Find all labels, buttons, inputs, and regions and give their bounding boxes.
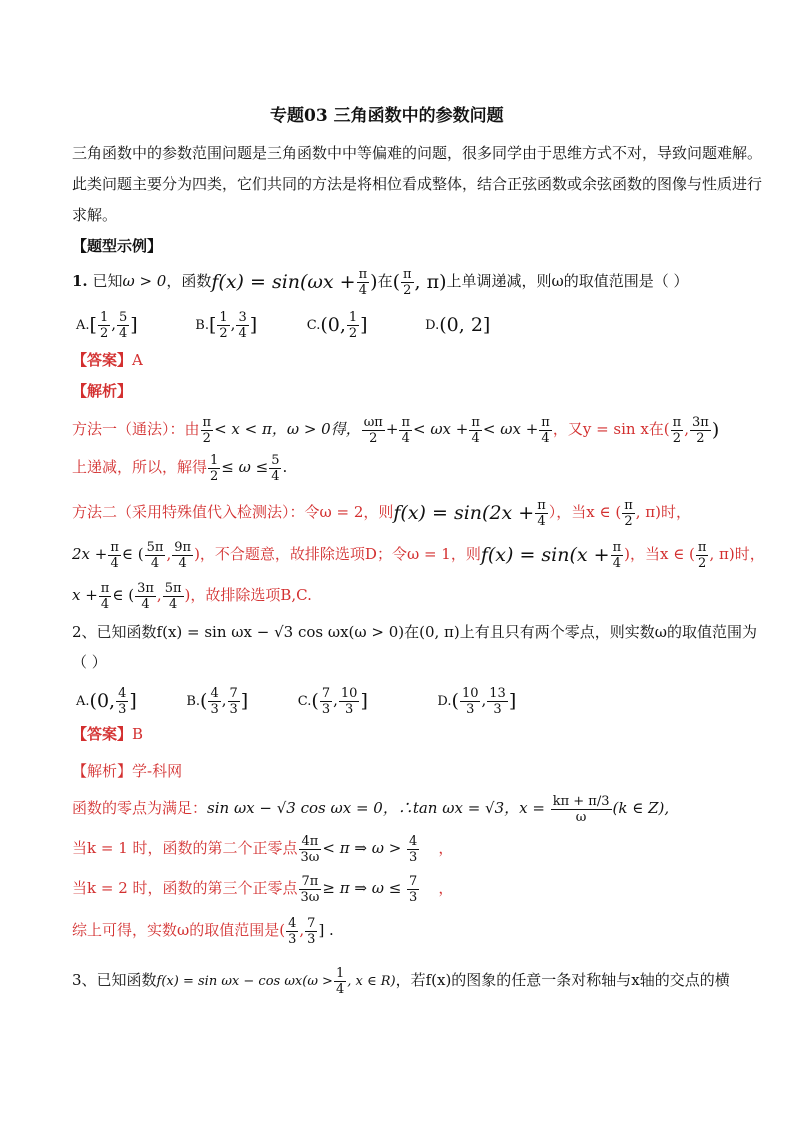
q1-option-c[interactable]: C.(0, $\frac{1}{2}$ ] — [306, 309, 368, 341]
page-title: 专题03 三角函数中的参数问题 — [270, 106, 504, 126]
q2-answer: 【答案】B — [72, 725, 144, 743]
intro-line-1: 三角函数中的参数范围问题是三角函数中中等偏难的问题，很多同学由于思维方式不对，导致问题难解。 — [72, 144, 763, 162]
q2-options — [76, 683, 516, 717]
q1-options — [76, 307, 490, 341]
q1-number: 1. — [72, 272, 88, 290]
q2-option-b[interactable]: B.( $\frac{4}{3}$ , $\frac{7}{3}$ ] — [186, 685, 249, 717]
q2-option-a[interactable]: A.(0, $\frac{4}{3}$ ] — [76, 685, 137, 717]
q2-solution-line1: 函数的零点为满足：sin ωx − √3 cos ωx = 0，∴tan ωx = √3，x = $\frac{k\pi + \pi/3}{\omega}$ (k ∈ Z), — [72, 793, 670, 825]
q1-answer: 【答案】A — [72, 351, 143, 369]
q1-option-b[interactable]: B.[ $\frac{1}{2}$ , $\frac{3}{4}$ ] — [195, 309, 258, 341]
section-heading: 【题型示例】 — [72, 237, 163, 255]
q1-frac-pi-2: $\frac{\pi}{2}$ — [403, 266, 412, 298]
q2-stem-line2: （ ） — [72, 653, 107, 671]
q1-option-a[interactable]: A.[ $\frac{1}{2}$ , $\frac{5}{4}$ ] — [76, 309, 138, 341]
q1-interval-tail: , π) — [414, 271, 447, 293]
q1-method2-line3: x + $\frac{\pi}{4}$ ∈ ( $\frac{3\pi}{4}$ , $\frac{5\pi}{4}$ )，故排除选项B,C. — [72, 580, 312, 612]
intro-line-3: 求解。 — [72, 206, 118, 224]
q1-func-pre: ，函数 — [166, 272, 212, 290]
q2-solution-line3: 当k = 2 时，函数的第三个正零点 $\frac{7\pi}{3\omega}$ ≥ π ⇒ ω ≤ $\frac{7}{3}$ ， — [72, 873, 454, 905]
q1-method2-line1: 方法二（采用特殊值代入检测法）：令ω = 2，则f(x) = sin(2x + $\frac{\pi}{4}$ ），当x ∈ ( $\frac{\pi}{2}$ , π)时， — [72, 497, 691, 529]
q2-option-d[interactable]: D.( $\frac{10}{3}$ , $\frac{13}{3}$ ] — [437, 685, 517, 717]
q1-stem-post: 上单调递减，则ω的取值范围是（ ） — [446, 272, 689, 290]
q1-analysis-label: 【解析】 — [72, 382, 133, 400]
q1-stem-pre: 已知 — [92, 272, 123, 290]
q1-method1-line2: 上递减，所以，解得 $\frac{1}{2}$ ≤ ω ≤ $\frac{5}{4}$ . — [72, 452, 288, 484]
intro-line-2: 此类问题主要分为四类，它们共同的方法是将相位看成整体，结合正弦函数或余弦函数的图像与性质进行 — [72, 175, 763, 193]
q1-method1-line1: 方法一（通法）：由 $\frac{\pi}{2}$ < x < π，ω > 0得， $\frac{\omega\pi}{2}$ + $\frac{\pi}{4}$ < ωx + $\frac{\pi}{4}$ < ωx + $\frac{\pi}{4}$ ，又y = sin x在( $\frac{\pi}{2}$ , $\frac{3\pi}{2}$ ) — [72, 414, 720, 446]
q1-function: f(x) = sin(ωx + — [211, 271, 356, 293]
q1-stem: 1. 已知ω > 0，函数f(x) = sin(ωx + $\frac{\pi}{4}$ )在( $\frac{\pi}{2}$ , π)上单调递减，则ω的取值范围是（ ） — [72, 266, 689, 298]
q2-option-c[interactable]: C.( $\frac{7}{3}$ , $\frac{10}{3}$ ] — [297, 685, 368, 717]
q1-method2-line2: 2x + $\frac{\pi}{4}$ ∈ ( $\frac{5\pi}{4}$ , $\frac{9\pi}{4}$ )，不合题意，故排除选项D；令ω = 1，则f(x) = sin(x + $\frac{\pi}{4}$ )，当x ∈ ( $\frac{\pi}{2}$ , π)时， — [72, 539, 765, 571]
q1-on: 在 — [377, 272, 393, 290]
q1-condition: ω > 0 — [122, 272, 167, 290]
q2-analysis-label: 【解析】学-科网 — [72, 762, 183, 780]
q2-stem-line1: 2、已知函数f(x) = sin ωx − √3 cos ωx(ω > 0)在(0, π)上有且只有两个零点，则实数ω的取值范围为 — [72, 623, 758, 641]
q2-solution-line2: 当k = 1 时，函数的第二个正零点 $\frac{4\pi}{3\omega}$ < π ⇒ ω > $\frac{4}{3}$ ， — [72, 833, 454, 865]
q1-option-d[interactable]: D.(0, 2] — [425, 314, 491, 336]
q1-frac-pi-4: $\frac{\pi}{4}$ — [358, 266, 368, 298]
q2-solution-line4: 综上可得，实数ω的取值范围是( $\frac{4}{3}$ , $\frac{7}{3}$ ] . — [72, 915, 334, 947]
q3-stem: 3、已知函数f(x) = sin ωx − cos ωx(ω > $\frac{1}{4}$ , x ∈ R)，若f(x)的图象的任意一条对称轴与x轴的交点的横 — [72, 965, 730, 997]
